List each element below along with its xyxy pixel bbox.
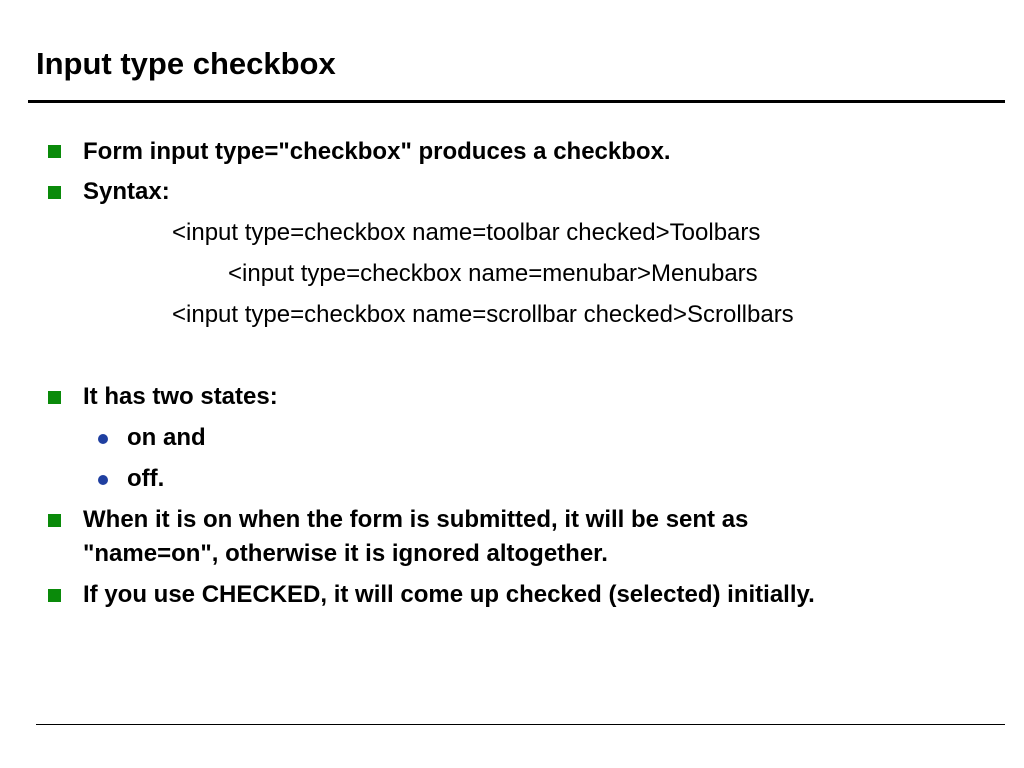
footer-divider xyxy=(36,724,1005,725)
bullet-text: Syntax: xyxy=(83,178,170,205)
bullet-text: If you use CHECKED, it will come up checked (selected) initially. xyxy=(83,581,815,608)
bullet-text-continuation: "name=on", otherwise it is ignored altogether. xyxy=(83,540,608,567)
bullet-text: Form input type="checkbox" produces a checkbox. xyxy=(83,138,671,165)
code-line: <input type=checkbox name=toolbar checked>Toolbars xyxy=(172,219,761,246)
bullet-text: When it is on when the form is submitted, it will be sent as xyxy=(83,506,749,533)
round-bullet-icon xyxy=(98,434,108,444)
square-bullet-icon xyxy=(48,589,61,602)
code-line: <input type=checkbox name=scrollbar checked>Scrollbars xyxy=(172,301,794,328)
square-bullet-icon xyxy=(48,186,61,199)
code-line: <input type=checkbox name=menubar>Menubars xyxy=(228,260,758,287)
square-bullet-icon xyxy=(48,391,61,404)
sub-bullet-text: on and xyxy=(127,424,206,451)
square-bullet-icon xyxy=(48,514,61,527)
title-divider xyxy=(28,100,1005,103)
round-bullet-icon xyxy=(98,475,108,485)
square-bullet-icon xyxy=(48,145,61,158)
sub-bullet-text: off. xyxy=(127,465,165,492)
slide-title: Input type checkbox xyxy=(36,46,336,81)
bullet-text: It has two states: xyxy=(83,383,278,410)
